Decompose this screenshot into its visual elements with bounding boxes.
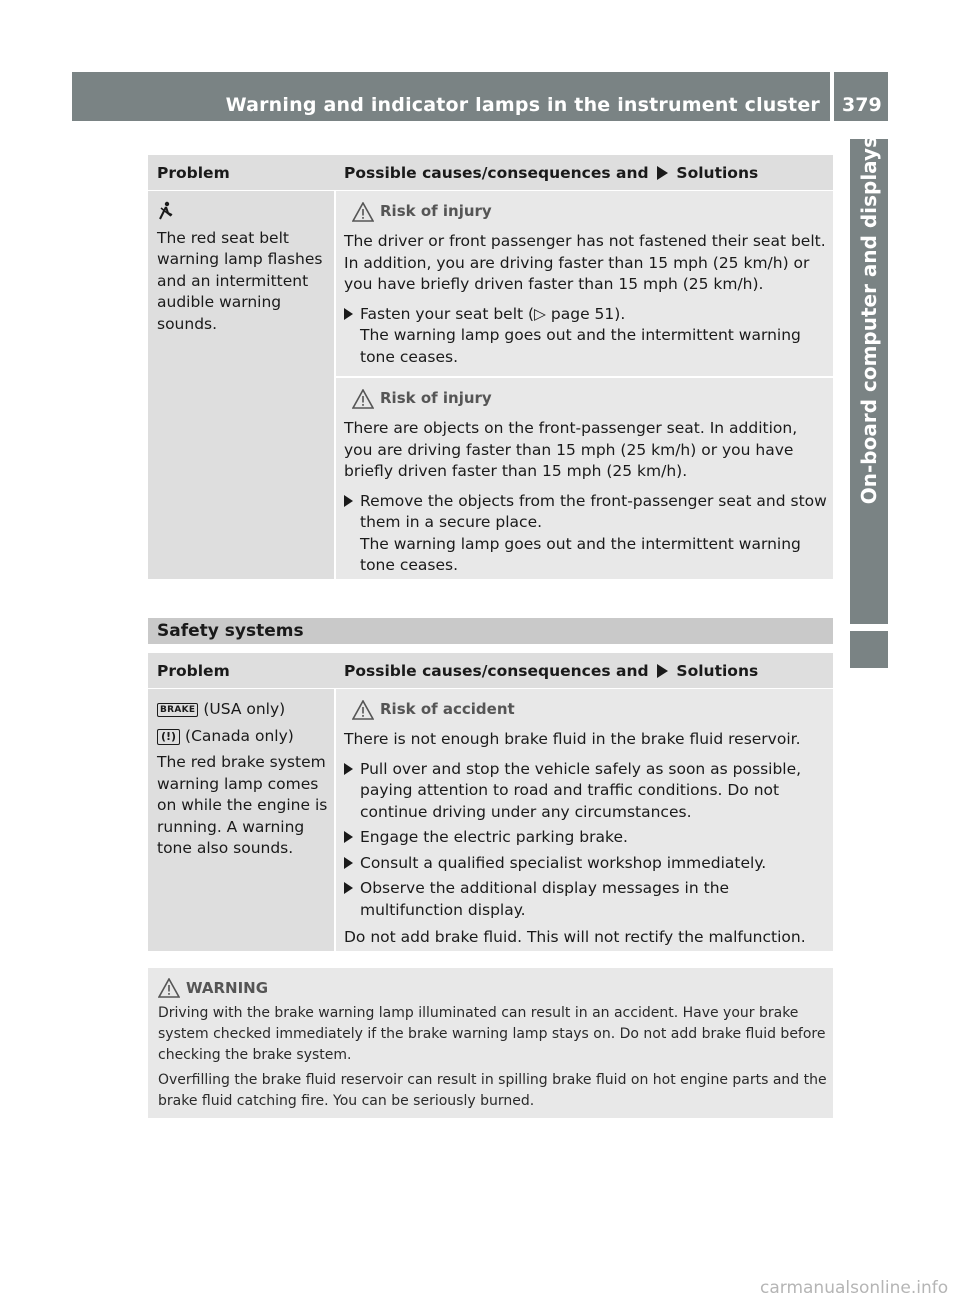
warning-heading: WARNING — [158, 977, 827, 999]
side-tab-marker — [850, 631, 888, 668]
warning-triangle-icon — [352, 202, 374, 222]
solutions-arrow-icon — [657, 664, 668, 678]
step-arrow-icon — [344, 304, 360, 369]
solution-step: Engage the electric parking brake. — [344, 827, 827, 849]
risk-heading: Risk of injury — [344, 201, 827, 223]
step-arrow-icon — [344, 827, 360, 849]
solution-step: Consult a qualified specialist workshop immediately. — [344, 853, 827, 875]
solution-step: Pull over and stop the vehicle safely as soon as possible, paying attention to road and traffic conditions. Do not continue driving under any circumstances. — [344, 759, 827, 824]
canada-lamp-line: (!) (Canada only) — [157, 726, 330, 748]
solutions-column — [336, 191, 833, 579]
seatbelt-table — [148, 155, 833, 579]
seatbelt-warning-icon — [157, 201, 330, 228]
warning-triangle-icon — [158, 978, 180, 998]
warning-paragraph: Overfilling the brake fluid reservoir can result in spilling brake fluid on hot engine parts and the brake fluid catching fire. You can be seriously burned. — [158, 1072, 827, 1109]
risk-heading: Risk of accident — [344, 699, 827, 721]
page-number-box — [834, 72, 888, 121]
table-header — [148, 155, 833, 191]
step-arrow-icon — [344, 878, 360, 921]
solutions-arrow-icon — [657, 166, 668, 180]
cause-text: There is not enough brake fluid in the brake fluid reservoir. — [344, 730, 801, 748]
brake-circle-lamp-icon: (!) — [157, 729, 180, 745]
column-header-solutions: Possible causes/consequences and Solutions — [344, 661, 759, 680]
page-header-title: Warning and indicator lamps in the instrument cluster — [225, 94, 820, 116]
warning-box — [148, 968, 833, 1118]
column-header-problem: Problem — [157, 163, 230, 182]
brake-lamp-icon: BRAKE — [157, 703, 198, 717]
cause-text: The driver or front passenger has not fastened their seat belt. In addition, you are driving faster than 15 mph (25 km/h) or you have briefly driven faster than 15 mph (25 km/h). — [344, 232, 826, 293]
problem-description: The red brake system warning lamp comes on while the engine is running. A warning tone also sounds. — [157, 753, 328, 857]
problem-description: The red seat belt warning lamp flashes and an intermittent audible warning sounds. — [157, 228, 323, 333]
warning-triangle-icon — [352, 389, 374, 409]
table-header — [148, 653, 833, 689]
risk-heading: Risk of injury — [344, 388, 827, 410]
warning-triangle-icon — [352, 700, 374, 720]
solution-step: Fasten your seat belt (▷ page 51). The warning lamp goes out and the intermittent warning tone ceases. — [344, 304, 827, 369]
usa-lamp-line: BRAKE (USA only) — [157, 699, 330, 721]
side-tab-label: On-board computer and displays — [857, 136, 881, 505]
column-header-solutions: Possible causes/consequences and Solutions — [344, 163, 759, 182]
section-title: Safety systems — [148, 618, 833, 644]
cause-text: There are objects on the front-passenger seat. In addition, you are driving faster than 15 mph (25 km/h) or you have briefly driven faster than 15 mph (25 km/h). — [344, 419, 798, 480]
solutions-column — [336, 689, 833, 951]
problem-cell — [148, 191, 336, 579]
problem-cell — [148, 689, 336, 951]
column-header-problem: Problem — [157, 661, 230, 680]
solution-block — [336, 191, 833, 376]
solution-block — [336, 689, 833, 951]
step-arrow-icon — [344, 853, 360, 875]
solution-block — [336, 376, 833, 579]
footer-note: Do not add brake fluid. This will not rectify the malfunction. — [344, 928, 806, 946]
solution-step: Observe the additional display messages in the multifunction display. — [344, 878, 827, 921]
watermark: carmanualsonline.info — [760, 1278, 949, 1298]
solution-step: Remove the objects from the front-passenger seat and stow them in a secure place. The warning lamp goes out and the intermittent warning tone ceases. — [344, 491, 827, 577]
header-bar — [72, 72, 830, 121]
page-number: 379 — [842, 94, 882, 116]
warning-paragraph: Driving with the brake warning lamp illuminated can result in an accident. Have your brake system checked immediately if the brake warning lamp stays on. Do not add brake fluid before checking the brake system. — [158, 1005, 826, 1063]
brake-table — [148, 653, 833, 951]
step-arrow-icon — [344, 491, 360, 577]
step-arrow-icon — [344, 759, 360, 824]
